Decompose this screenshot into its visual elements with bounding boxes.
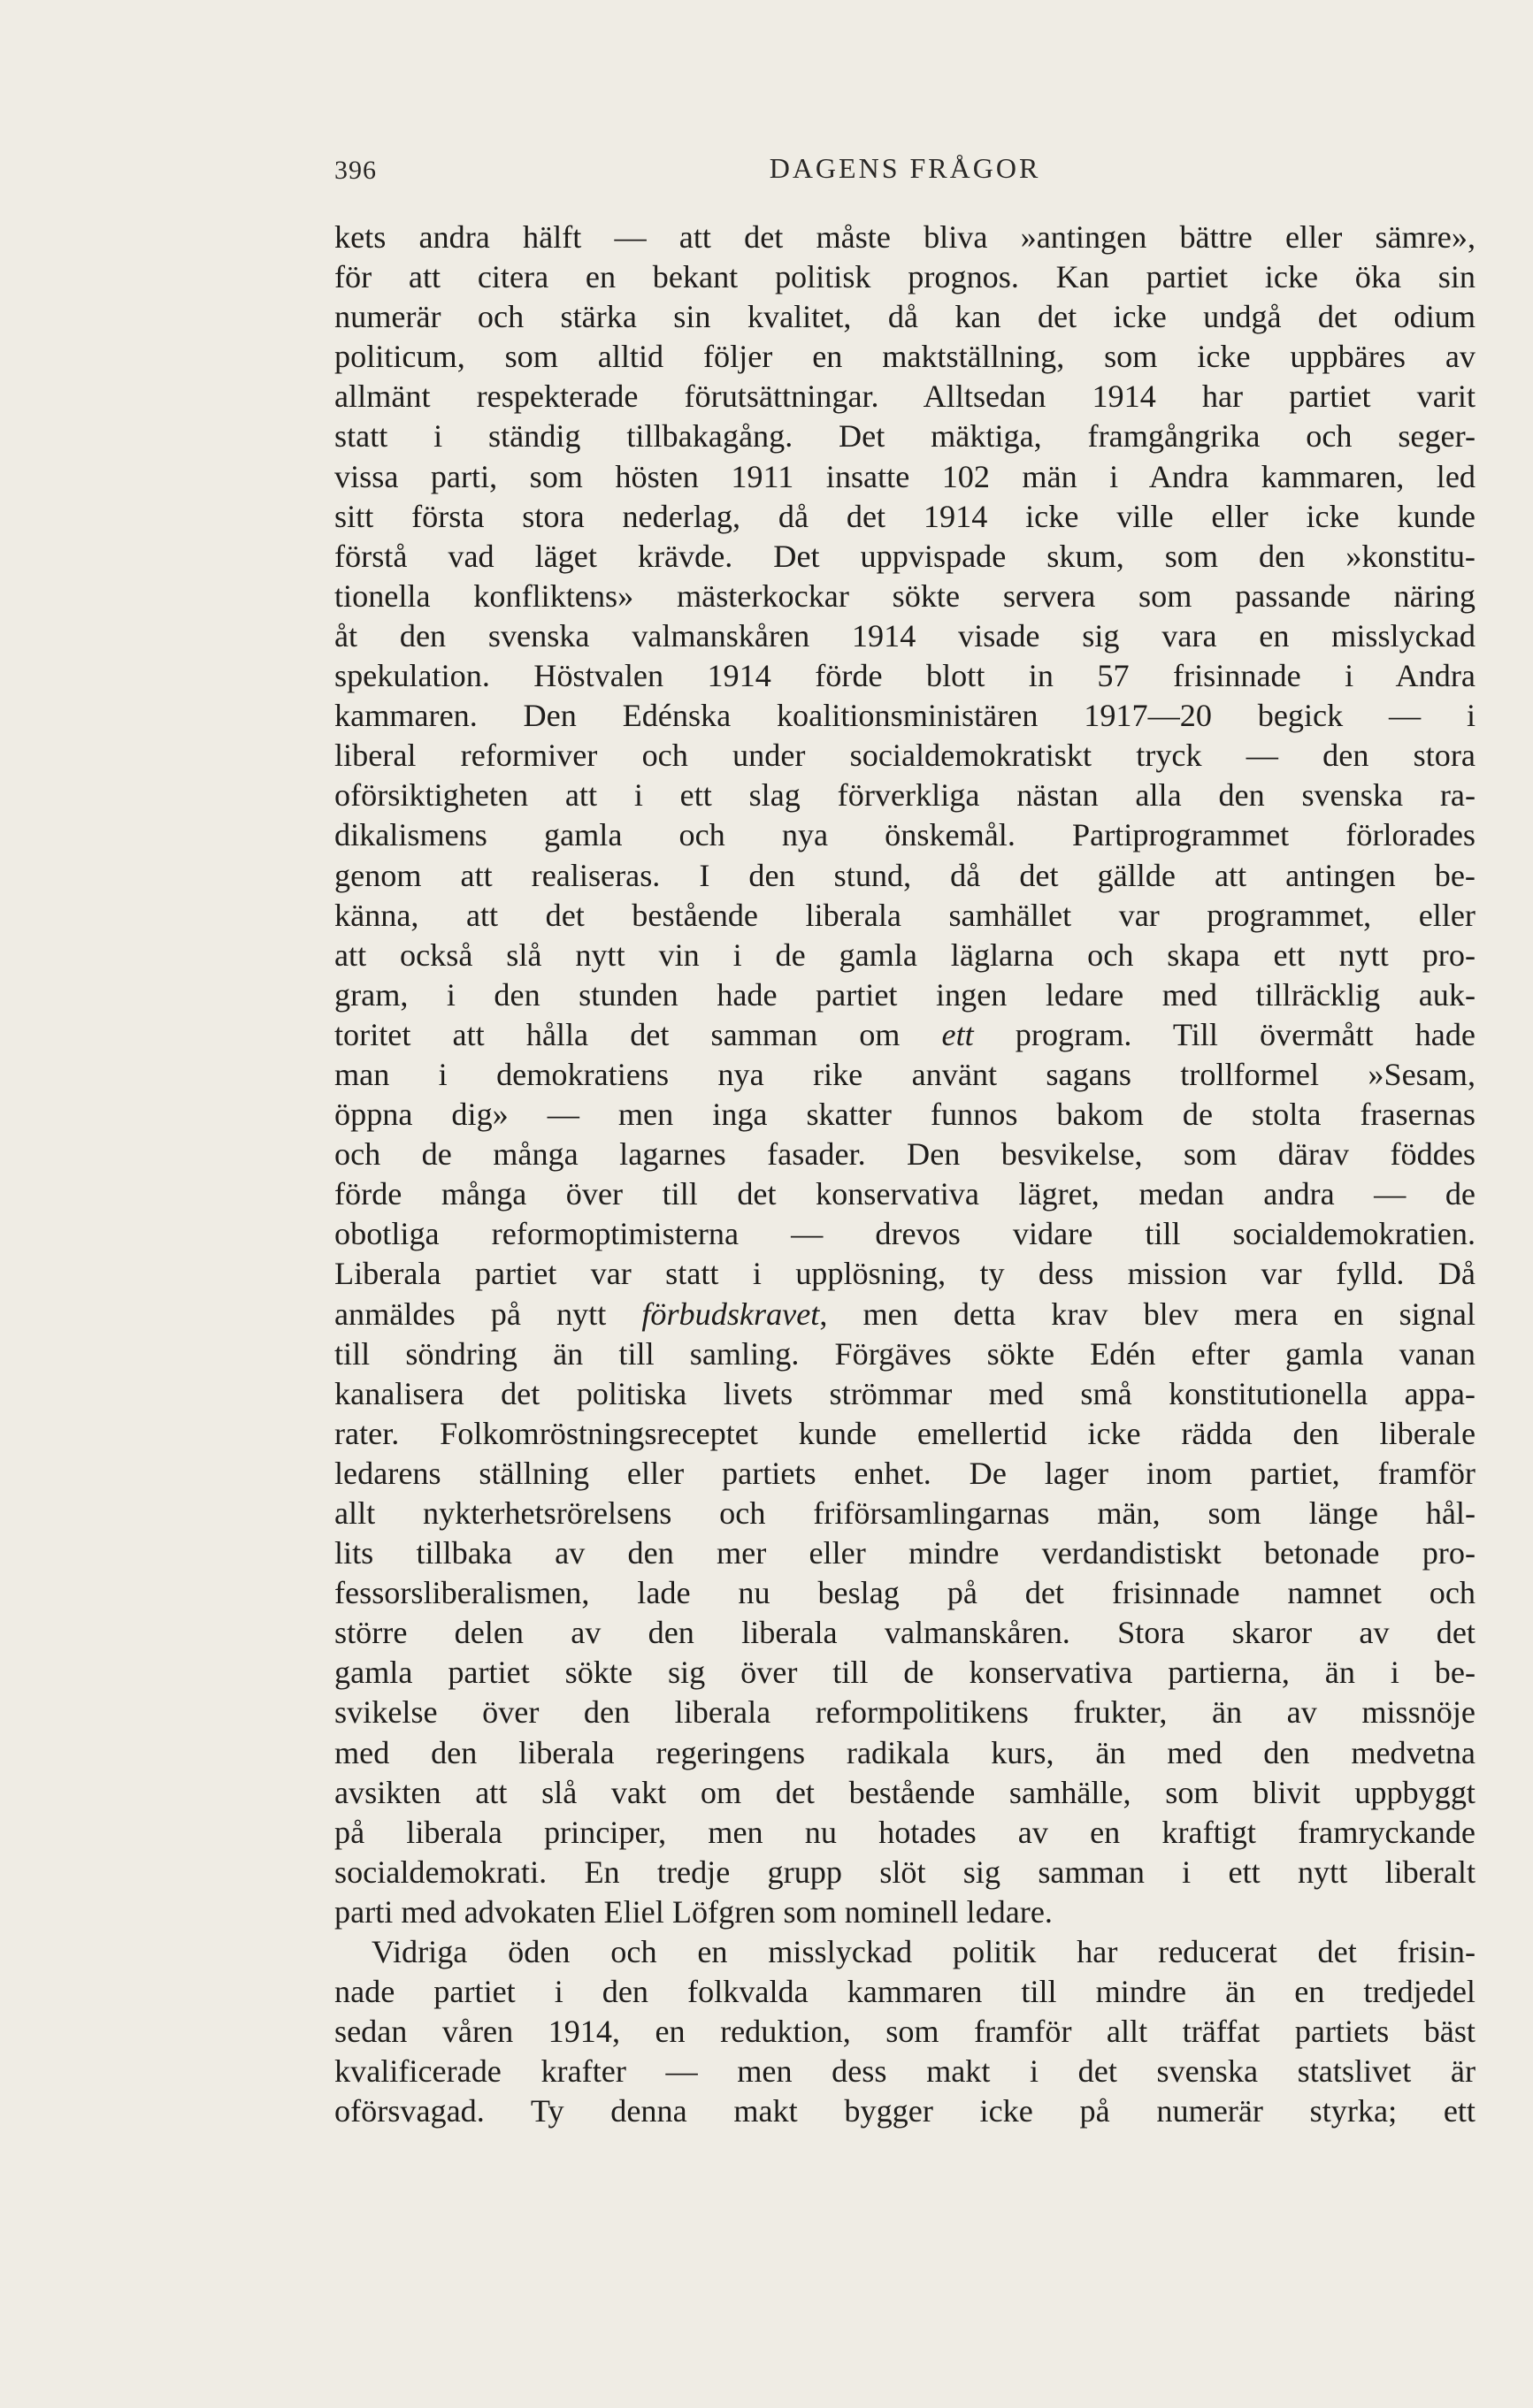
text-line: fessorsliberalismen, lade nu beslag på det frisinnade namnet och: [334, 1575, 1476, 1611]
text-line: åt den svenska valmanskåren 1914 visade sig vara en misslyckad: [334, 617, 1476, 654]
text-line: spekulation. Höstvalen 1914 förde blott in 57 frisinnade i Andra: [334, 658, 1476, 694]
italic-word: förbudskravet: [641, 1296, 820, 1332]
text-line: parti med advokaten Eliel Löfgren som nominell ledare.: [334, 1893, 1053, 1930]
page-number: 396: [334, 156, 377, 185]
text-line: att också slå nytt vin i de gamla läglarna och skapa ett nytt pro-: [334, 936, 1476, 973]
text-line: politicum, som alltid följer en maktställning, som icke uppbäres av: [334, 339, 1476, 375]
text-segment: anmäldes på nytt: [334, 1296, 607, 1332]
text-line: öppna dig» — men inga skatter funnos bakom de stolta frasernas: [334, 1097, 1476, 1133]
text-line: på liberala principer, men nu hotades av en kraftigt framryckande: [334, 1814, 1476, 1850]
text-line: numerär och stärka sin kvalitet, då kan det icke undgå det odium: [334, 299, 1476, 335]
text-line: känna, att det bestående liberala samhället var programmet, eller: [334, 897, 1476, 933]
text-line: nade partiet i den folkvalda kammaren till mindre än en tredjedel: [334, 1974, 1476, 2010]
running-title: DAGENS FRÅGOR: [769, 152, 1041, 184]
text-line: liberal reformiver och under socialdemokratiskt tryck — den stora: [334, 738, 1476, 774]
text-segment: program. Till övermått hade: [973, 1016, 1476, 1052]
text-line: allmänt respekterade förutsättningar. Alltsedan 1914 har partiet varit: [334, 378, 1476, 415]
text-line: och de många lagarnes fasader. Den besvikelse, som därav föddes: [334, 1136, 1476, 1173]
text-line: större delen av den liberala valmanskåren. Stora skaror av det: [334, 1615, 1476, 1651]
text-line: kanalisera det politiska livets strömmar med små konstitutionella appa-: [334, 1375, 1476, 1411]
text-line: sedan våren 1914, en reduktion, som framför allt träffat partiets bäst: [334, 2014, 1476, 2050]
text-line: lits tillbaka av den mer eller mindre verdandistiskt betonade pro-: [334, 1535, 1476, 1571]
text-segment: , men detta krav blev mera en signal: [819, 1296, 1476, 1332]
text-line: förstå vad läget krävde. Det uppvispade skum, som den »konstitu-: [334, 538, 1476, 574]
text-line: svikelse över den liberala reformpolitikens frukter, än av missnöje: [334, 1694, 1476, 1731]
text-line: med den liberala regeringens radikala kurs, än med den medvetna: [334, 1734, 1476, 1770]
text-line: kvalificerade krafter — men dess makt i det svenska statslivet är: [334, 2053, 1476, 2090]
text-line: förde många över till det konservativa lägret, medan andra — de: [334, 1176, 1476, 1212]
text-line: gamla partiet sökte sig över till de konservativa partierna, än i be-: [334, 1655, 1476, 1691]
text-line: oförsiktigheten att i ett slag förverkliga nästan alla den svenska ra-: [334, 777, 1476, 814]
text-line: Vidriga öden och en misslyckad politik har reducerat det frisin-: [372, 1934, 1476, 1970]
text-line: statt i ständig tillbakagång. Det mäktiga, framgångrika och seger-: [334, 418, 1476, 455]
text-line-with-italic: [334, 1295, 1476, 1334]
text-line: allt nykterhetsrörelsens och friförsamlingarnas män, som länge hål-: [334, 1495, 1476, 1531]
text-line: rater. Folkomröstningsreceptet kunde emellertid icke rädda den liberale: [334, 1415, 1476, 1451]
page-header: [334, 149, 1476, 202]
text-line: socialdemokrati. En tredje grupp slöt sig samman i ett nytt liberalt: [334, 1854, 1476, 1890]
text-line: Liberala partiet var statt i upplösning, ty dess mission var fylld. Då: [334, 1256, 1476, 1292]
text-line: till söndring än till samling. Förgäves sökte Edén efter gamla vanan: [334, 1335, 1476, 1372]
italic-word: ett: [941, 1016, 974, 1052]
text-line: avsikten att slå vakt om det bestående samhälle, som blivit uppbyggt: [334, 1774, 1476, 1810]
text-line: oförsvagad. Ty denna makt bygger icke på numerär styrka; ett: [334, 2093, 1476, 2129]
text-segment: toritet att hålla det samman om: [334, 1016, 901, 1052]
text-line: obotliga reformoptimisterna — drevos vidare till socialdemokratien.: [334, 1216, 1476, 1252]
text-line: gram, i den stunden hade partiet ingen ledare med tillräcklig auk-: [334, 976, 1476, 1013]
text-line: vissa parti, som hösten 1911 insatte 102 män i Andra kammaren, led: [334, 458, 1476, 494]
text-line: dikalismens gamla och nya önskemål. Partiprogrammet förlorades: [334, 817, 1476, 853]
text-line: kammaren. Den Edénska koalitionsministären 1917—20 begick — i: [334, 698, 1476, 734]
text-line: man i demokratiens nya rike använt sagans trollformel »Sesam,: [334, 1056, 1476, 1092]
text-line: för att citera en bekant politisk prognos. Kan partiet icke öka sin: [334, 259, 1476, 295]
text-line-with-italic: [334, 1015, 1476, 1055]
text-line: sitt första stora nederlag, då det 1914 icke ville eller icke kunde: [334, 498, 1476, 534]
text-line: tionella konfliktens» mästerkockar sökte servera som passande näring: [334, 577, 1476, 614]
text-line: genom att realiseras. I den stund, då det gällde att antingen be-: [334, 857, 1476, 893]
body-text: [334, 218, 1476, 2132]
text-line: ledarens ställning eller partiets enhet. De lager inom partiet, framför: [334, 1455, 1476, 1491]
text-line: kets andra hälft — att det måste bliva »antingen bättre eller sämre»,: [334, 219, 1476, 255]
